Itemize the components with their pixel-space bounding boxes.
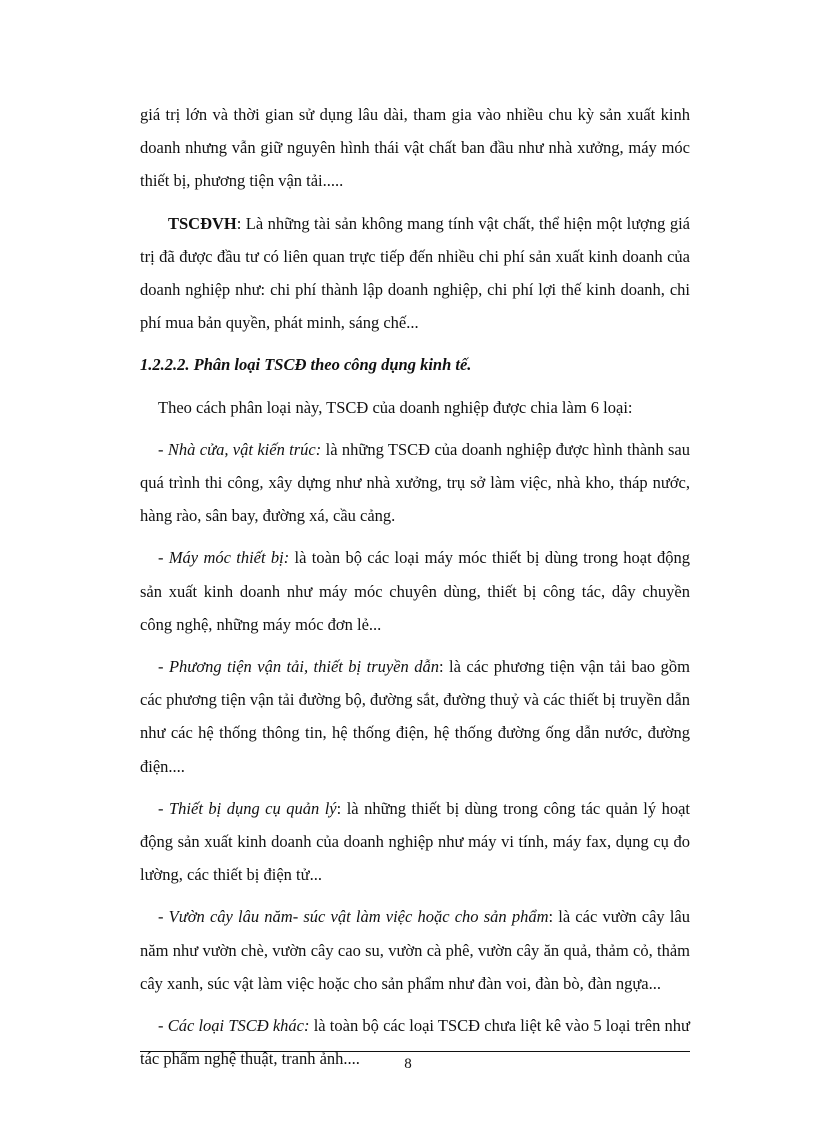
list-item-body: : là những thiết bị dùng trong công tác quản lý hoạt động sản xuất kinh doanh của doanh nghiệp như máy vi tính, máy fax, dụng cụ đo lường, các thiết bị điện tử... <box>140 798 691 885</box>
list-item-term: Nhà cửa, vật kiến trúc: <box>167 439 322 459</box>
paragraph-text: giá trị lớn và thời gian sử dụng lâu dài, tham gia vào nhiều chu kỳ sản xuất kinh doanh nhưng vẫn giữ nguyên hình thái vật chất ban đầu như nhà xưởng, máy móc thiết bị, phương tiện vận tải..... <box>140 105 690 191</box>
section-heading: 1.2.2.2. Phân loại TSCĐ theo công dụng kinh tế. <box>140 355 472 375</box>
page-body <box>140 98 690 1084</box>
footer-divider <box>140 1051 690 1052</box>
list-dash: - <box>158 439 168 459</box>
list-item-term: Phương tiện vận tải, thiết bị truyền dẫn <box>168 657 439 677</box>
list-item-term: Các loại TSCĐ khác: <box>167 1016 310 1036</box>
paragraph-intro: Theo cách phân loại này, TSCĐ của doanh nghiệp được chia làm 6 loại: <box>158 397 633 417</box>
list-item-body: : là các phương tiện vận tải bao gồm các phương tiện vận tải đường bộ, đường sắt, đường thuỷ và các thiết bị truyền dẫn như các hệ thống thông tin, hệ thống điện, hệ thống đường ống dẫn nước, đường điện.... <box>140 657 690 776</box>
list-dash: - <box>158 657 169 677</box>
list-item-body: là toàn bộ các loại máy móc thiết bị dùng trong hoạt động sản xuất kinh doanh như máy móc chuyên dùng, thiết bị công tác, dây chuyền công nghệ, những máy móc đơn lẻ... <box>140 548 690 634</box>
list-item <box>140 541 690 641</box>
term-tscdvh: TSCĐVH <box>168 213 237 233</box>
paragraph-text: : Là những tài sản không mang tính vật chất, thể hiện một lượng giá trị đã được đầu tư có liên quan trực tiếp đến nhiều chi phí sản xuất kinh doanh của doanh nghiệp như: chi phí thành lập doanh nghiệp, chi phí lợi thế kinh doanh, chi phí mua bản quyền, phát minh, sáng chế... <box>140 213 690 333</box>
list-item-body: : là các vườn cây lâu năm như vườn chè, vườn cây cao su, vườn cà phê, vườn cây ăn quả, thảm cỏ, thảm cây xanh, súc vật làm việc hoặc cho sản phẩm như đàn voi, đàn bò, đàn ngựa... <box>140 907 691 993</box>
list-dash: - <box>158 798 169 818</box>
list-dash: - <box>158 1016 168 1036</box>
paragraph-tscdvh <box>140 207 690 340</box>
list-dash: - <box>158 907 169 927</box>
paragraph-continuation <box>140 98 690 198</box>
list-item-body: là những TSCĐ của doanh nghiệp được hình thành sau quá trình thi công, xây dựng như nhà xưởng, trụ sở làm việc, nhà kho, tháp nước, hàng rào, sân bay, đường xá, cầu cảng. <box>140 439 691 526</box>
list-item <box>140 433 690 533</box>
list-item <box>140 900 690 1000</box>
list-item-term: Máy móc thiết bị: <box>168 548 290 568</box>
list-item-body: là toàn bộ các loại TSCĐ chưa liệt kê vào 5 loại trên như tác phẩm nghệ thuật, tranh ảnh.... <box>140 1016 690 1069</box>
list-dash: - <box>158 548 169 568</box>
list-item <box>140 650 690 783</box>
list-item <box>140 792 690 892</box>
page-number: 8 <box>404 1056 412 1072</box>
list-item-term: Vườn cây lâu năm- súc vật làm việc hoặc cho sản phẩm <box>168 907 549 927</box>
list-item-term: Thiết bị dụng cụ quản lý <box>168 798 337 818</box>
